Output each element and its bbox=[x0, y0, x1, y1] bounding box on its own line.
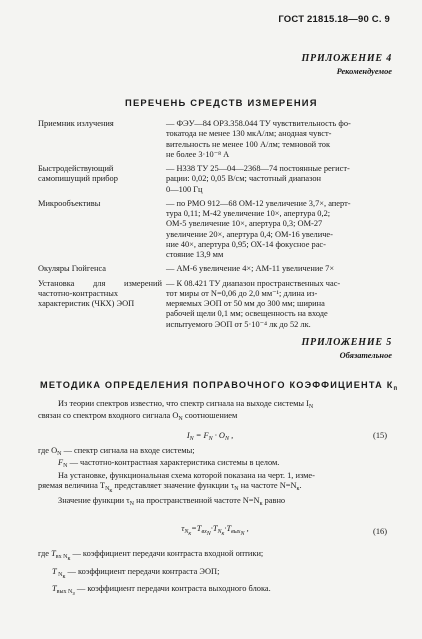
formula-15: $I_N = F_N \cdot O_N$ , bbox=[186, 431, 234, 442]
description-line: — АМ-6 увеличение 4×; АМ-11 увеличение 7× bbox=[166, 264, 335, 274]
description-line: — Н338 ТУ 25—04—2368—74 постоянные регист- bbox=[166, 164, 350, 173]
description-line: тот миры от N=0,06 до 2,0 мм⁻¹; длина из- bbox=[166, 288, 318, 298]
instrument-row bbox=[38, 264, 390, 274]
description-line: рации: 0,02; 0,05 В/см; частотный диапазон bbox=[166, 174, 322, 184]
description-line: стояние 13,9 мм bbox=[166, 250, 224, 259]
appendix-4-subtitle: Рекомендуемое bbox=[336, 67, 392, 76]
instrument-label: Окуляры Гюйгенса bbox=[38, 264, 106, 274]
instrument-description bbox=[166, 279, 390, 330]
instrument-row bbox=[38, 119, 390, 160]
instrument-label: Установка для измерений частотно-контрастных характеристик (ЧКХ) ЭОП bbox=[38, 278, 162, 308]
description-line: — К 08.421 ТУ диапазон пространственных час- bbox=[166, 278, 341, 288]
instrument-row bbox=[38, 164, 390, 195]
description-line: рабочей щели 0,1 мм; освещенность на входе bbox=[166, 309, 328, 319]
description-line: увеличение 20×, апертура 0,4; ОМ-16 увеличе- bbox=[166, 229, 333, 239]
formula-16-number: (16) bbox=[373, 527, 387, 536]
description-line: 0—100 Гц bbox=[166, 184, 203, 194]
paragraph-1: Из теории спектров известно, что спектр сигнала на выходе системы $I_N$ связан со спектром входного сигнала $O_N$ соотношением bbox=[38, 399, 314, 423]
instrument-row bbox=[38, 199, 390, 261]
instrument-label: Микрообъективы bbox=[38, 198, 101, 208]
description-line: — по РМО 912—68 ОМ-12 увеличение 3,7×, аперт- bbox=[166, 198, 351, 208]
paragraph-2: На установке, функциональная схема которой показана на черт. 1, изме- ряемая величина $T_{N_к}$ представляет значение функции $\tau_N$ на частоте $N=N_к$. Значение функции $\tau_N$ на пространственной частоте $N=N_к$ равно bbox=[38, 471, 315, 507]
instruments-list bbox=[38, 119, 390, 334]
formula-15-number: (15) bbox=[373, 431, 387, 440]
description-line: испытуемого ЭОП от 5·10⁻⁴ лк до 52 лк. bbox=[166, 319, 311, 329]
description-line: не более 3·10⁻⁸ А bbox=[166, 149, 230, 159]
instrument-description bbox=[166, 199, 390, 261]
instruments-list-title: ПЕРЕЧЕНЬ СРЕДСТВ ИЗМЕРЕНИЯ bbox=[125, 97, 318, 108]
description-line: — ФЭУ—84 ОРЗ.358.044 ТУ чувствительность фо- bbox=[166, 119, 351, 128]
instrument-label: Быстродействующий самопишущий прибор bbox=[38, 164, 118, 184]
where-block-2: где $T_{вх N_к}$ — коэффициент передачи контраста входной оптики; T $_{N_к}$ — коэффициент передачи контраста ЭОП; $T_{вых N_з}$ — коэффициент передачи контраста выходного блока. bbox=[38, 549, 271, 597]
instrument-label: Приемник излучения bbox=[38, 119, 114, 128]
instrument-description bbox=[166, 264, 390, 274]
instrument-row bbox=[38, 279, 390, 330]
appendix-4-title: ПРИЛОЖЕНИЕ 4 bbox=[301, 53, 392, 64]
page-header: ГОСТ 21815.18—90 С. 9 bbox=[278, 14, 390, 25]
where-block-1: где $O_N$ — спектр сигнала на входе системы; $F_N$ — частотно-контрастная характеристика системы в целом. bbox=[38, 446, 280, 470]
appendix-5-title: ПРИЛОЖЕНИЕ 5 bbox=[301, 337, 392, 348]
description-line: ОМ-5 увеличение 10×, апертура 0,3; ОМ-27 bbox=[166, 219, 323, 229]
instrument-description bbox=[166, 119, 390, 160]
formula-16: $\tau_{N_к}=T_{вх_N}\cdot T_{N_к}\cdot T_{вых_N}$ , bbox=[181, 524, 249, 537]
description-line: тура 0,11; М-42 увеличение 10×, апертура 0,2; bbox=[166, 209, 331, 218]
instrument-description bbox=[166, 164, 390, 195]
appendix-5-subtitle: Обязательное bbox=[339, 351, 392, 360]
description-line: токатода не менее 130 мкА/лм; анодная чувст- bbox=[166, 129, 332, 139]
description-line: вительность не менее 100 А/лм; темновой ток bbox=[166, 139, 331, 149]
description-line: ние 40×, апертура 0,95; ОХ-14 фокусное рас- bbox=[166, 239, 326, 249]
method-title: МЕТОДИКА ОПРЕДЕЛЕНИЯ ПОПРАВОЧНОГО КОЭФФИЦИЕНТА $К_п$ bbox=[40, 380, 399, 392]
description-line: меряемых ЭОП от 50 мм до 300 мм; ширина bbox=[166, 299, 325, 308]
